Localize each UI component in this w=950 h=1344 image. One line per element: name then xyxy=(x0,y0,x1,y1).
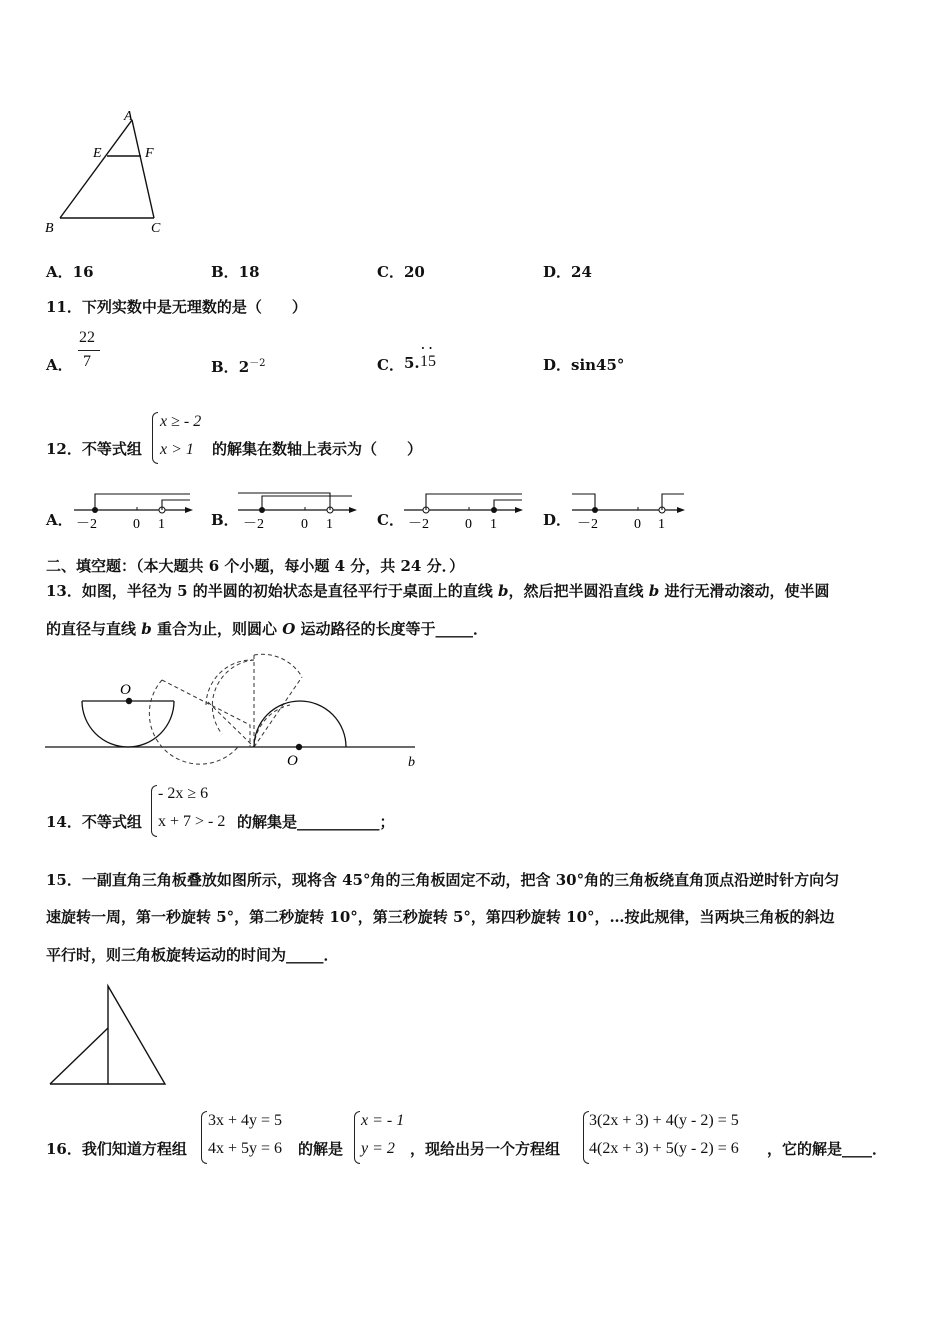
q12-option-c-label[interactable]: C． xyxy=(377,511,404,529)
number-line-d[interactable] xyxy=(570,488,695,533)
tick-1: 1 xyxy=(658,517,665,532)
triangle-abc-figure xyxy=(40,105,180,240)
q11-option-a[interactable] xyxy=(46,328,116,378)
q13-text: 进行无滑动滚动，使半圆 xyxy=(659,582,830,600)
decimal-int-part: 5. xyxy=(404,354,420,372)
q10-option-a[interactable]: A．16 xyxy=(46,263,94,281)
q10-option-d[interactable]: D．24 xyxy=(543,263,592,281)
label-E: E xyxy=(93,146,102,161)
power-exponent: －2 xyxy=(249,358,266,369)
q12-system-brace xyxy=(152,412,158,464)
tick-1: 1 xyxy=(326,517,333,532)
q14-suffix: 的解集是___________； xyxy=(237,813,395,831)
tick-minus-2: －2 xyxy=(577,517,598,532)
q12-option-a-label[interactable]: A． xyxy=(46,511,73,529)
q13-text: ，然后把半圆沿直线 xyxy=(508,582,649,600)
q15-line3: 平行时，则三角板旋转运动的时间为_____． xyxy=(46,946,339,964)
q11-option-c[interactable] xyxy=(377,342,457,376)
number-line-a[interactable] xyxy=(72,488,197,533)
q11-option-b[interactable] xyxy=(211,354,266,377)
section-2-heading: 二、填空题：（本大题共 6 个小题，每小题 4 分，共 24 分．） xyxy=(46,557,465,575)
q16-system2-line2: y = 2 xyxy=(361,1140,395,1157)
q14-system-brace xyxy=(151,785,157,837)
q16-system1-line2: 4x + 5y = 6 xyxy=(208,1140,283,1157)
tick-0: 0 xyxy=(465,517,472,532)
var-O: O xyxy=(282,620,296,638)
q16-prefix: 16．我们知道方程组 xyxy=(46,1140,187,1158)
label-O-initial: O xyxy=(120,682,131,698)
tick-minus-2: －2 xyxy=(243,517,264,532)
set-squares-figure xyxy=(44,980,174,1092)
q12-option-d-label[interactable]: D． xyxy=(543,511,572,529)
q12-system-line2: x > 1 xyxy=(160,441,194,458)
label-A: A xyxy=(124,109,133,124)
q11-option-a-prefix: A． xyxy=(46,356,73,374)
tick-minus-2: －2 xyxy=(408,517,429,532)
tick-0: 0 xyxy=(634,517,641,532)
q14-prefix: 14．不等式组 xyxy=(46,813,142,831)
q16-system1-brace xyxy=(201,1111,207,1164)
q12-stem-prefix: 12．不等式组 xyxy=(46,440,142,458)
label-b: b xyxy=(408,755,415,770)
rolling-semicircle-figure xyxy=(40,650,430,775)
q15-line1: 15．一副直角三角板叠放如图所示，现将含 45°角的三角板固定不动，把含 30°角的三角板绕直角顶点沿逆时针方向匀 xyxy=(46,871,840,889)
q10-option-b[interactable]: B．18 xyxy=(211,263,260,281)
q11-stem: 11．下列实数中是无理数的是（ ） xyxy=(46,298,307,316)
tick-0: 0 xyxy=(133,517,140,532)
fraction-bar xyxy=(78,350,100,351)
q13-text: 重合为止，则圆心 xyxy=(151,620,283,638)
tick-0: 0 xyxy=(301,517,308,532)
q10-option-c[interactable]: C．20 xyxy=(377,263,425,281)
q12-stem-suffix: 的解集在数轴上表示为（ ） xyxy=(212,440,423,458)
label-B: B xyxy=(45,221,54,236)
var-b: b xyxy=(648,582,660,600)
q16-system3-line1: 3(2x + 3) + 4(y - 2) = 5 xyxy=(589,1112,739,1129)
label-F: F xyxy=(145,146,154,161)
number-line-b[interactable] xyxy=(236,488,361,533)
q13-text: 的直径与直线 xyxy=(46,620,142,638)
q14-system-line1: - 2x ≥ 6 xyxy=(158,785,209,802)
q12-option-b-label[interactable]: B． xyxy=(211,511,239,529)
repeating-digits: 15 xyxy=(420,353,436,370)
q14-system-line2: x + 7 > - 2 xyxy=(158,813,226,830)
q16-suffix: ，它的解是____． xyxy=(767,1140,888,1158)
repeating-dots: · · xyxy=(421,342,433,355)
power-base: 2 xyxy=(238,358,250,376)
tick-1: 1 xyxy=(490,517,497,532)
q11-option-c-prefix: C． xyxy=(377,356,404,374)
q16-system2-brace xyxy=(354,1111,360,1164)
fraction-numerator: 22 xyxy=(79,329,95,346)
q16-mid1: 的解是 xyxy=(298,1140,344,1158)
var-b: b xyxy=(497,582,509,600)
fraction-denominator: 7 xyxy=(83,353,91,370)
q11-option-b-prefix: B． xyxy=(211,358,239,376)
q11-option-d[interactable]: D．sin45° xyxy=(543,356,625,374)
label-O-final: O xyxy=(287,753,298,769)
q13-line1 xyxy=(46,580,829,601)
q16-system2-line1: x = - 1 xyxy=(361,1112,405,1129)
var-b: b xyxy=(141,620,152,638)
q16-mid2: ，现给出另一个方程组 xyxy=(410,1140,561,1158)
tick-minus-2: －2 xyxy=(76,517,97,532)
q13-line2 xyxy=(46,618,488,639)
q13-text: 13．如图，半径为 5 的半圆的初始状态是直径平行于桌面上的直线 xyxy=(46,582,498,600)
q16-system3-line2: 4(2x + 3) + 5(y - 2) = 6 xyxy=(589,1140,739,1157)
q16-system1-line1: 3x + 4y = 5 xyxy=(208,1112,283,1129)
number-line-c[interactable] xyxy=(402,488,527,533)
q15-line2: 速旋转一周，第一秒旋转 5°，第二秒旋转 10°，第三秒旋转 5°，第四秒旋转 10°，…按此规律，当两块三角板的斜边 xyxy=(46,908,835,926)
tick-1: 1 xyxy=(158,517,165,532)
q13-text: 运动路径的长度等于_____． xyxy=(295,620,488,638)
q12-system-line1: x ≥ - 2 xyxy=(160,413,202,430)
label-C: C xyxy=(151,221,161,236)
